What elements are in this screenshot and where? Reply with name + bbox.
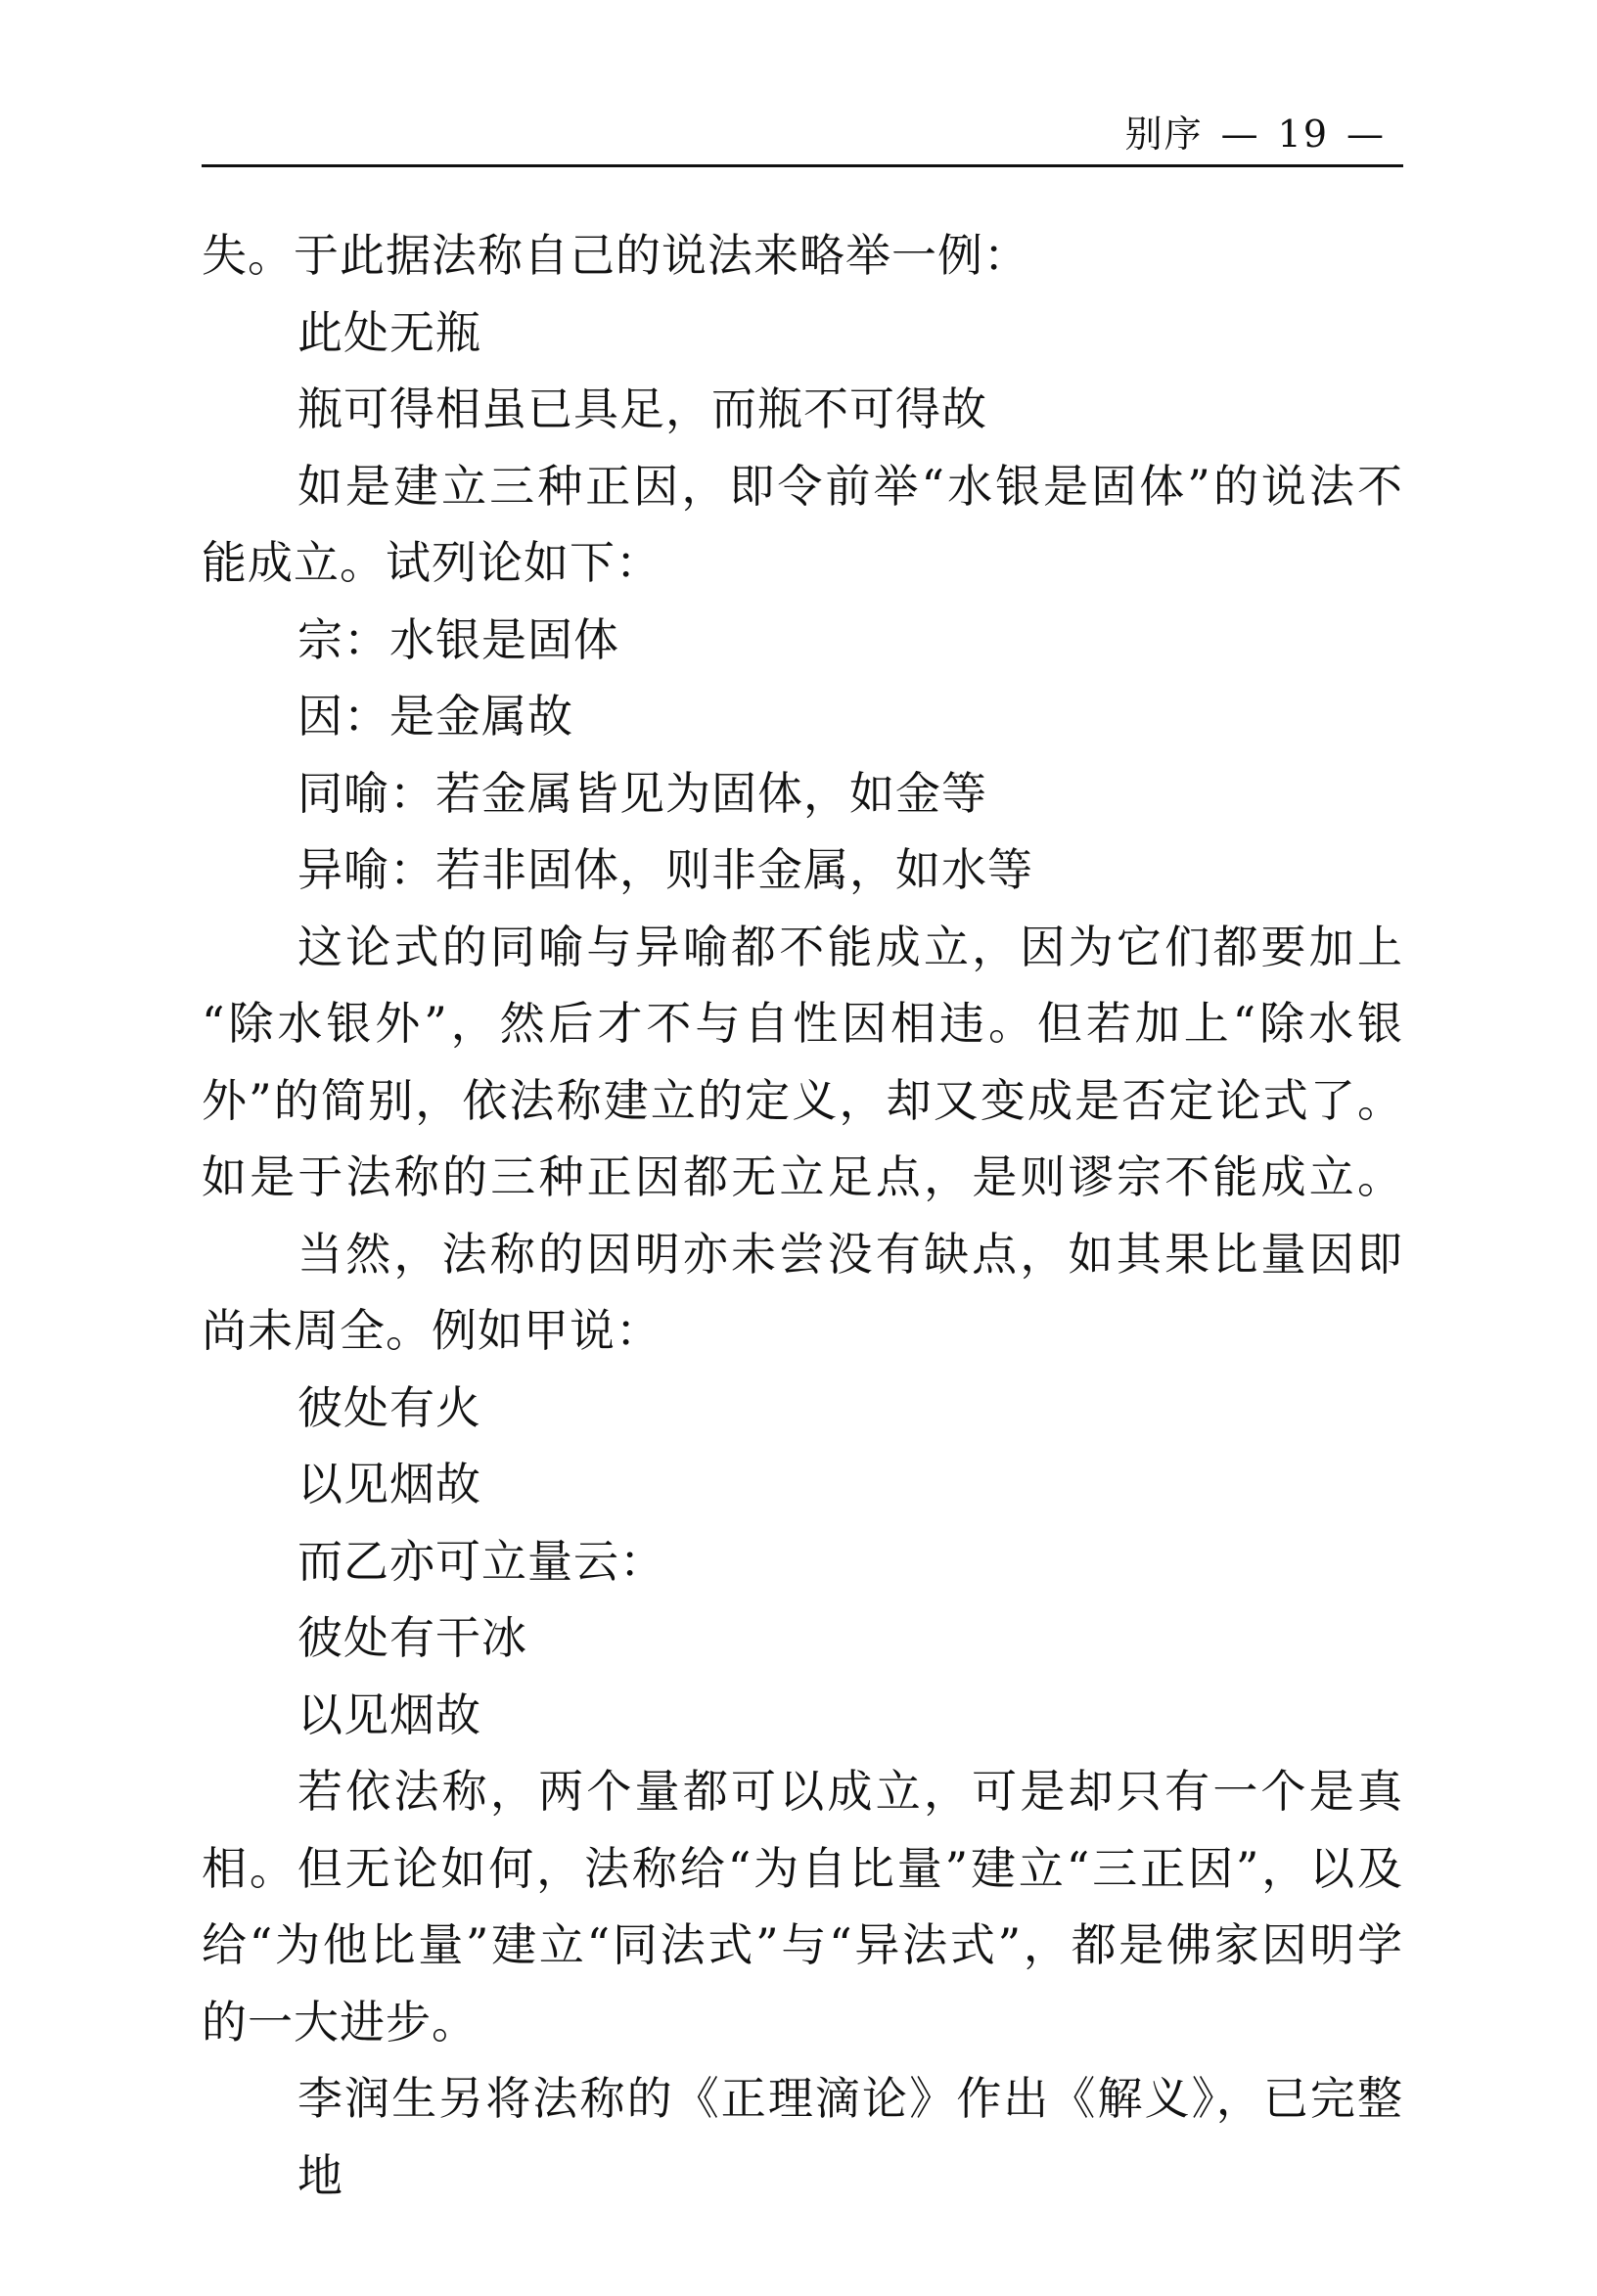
header-rule (202, 164, 1403, 167)
text-line: 能成立。试列论如下： (202, 536, 662, 589)
text-line: 如是建立三种正因，即令前举“水银是固体”的说法不 (297, 459, 1403, 513)
text-line: 以见烟故 (297, 1688, 481, 1741)
text-line: 给“为他比量”建立“同法式”与“异法式”，都是佛家因明学 (202, 1918, 1403, 1971)
text-line: 李润生另将法称的《正理滴论》作出《解义》，已完整地 (297, 2072, 1403, 2202)
text-line: 失。于此据法称自己的说法来略举一例： (202, 229, 1029, 282)
text-line: 相。但无论如何，法称给“为自比量”建立“三正因”，以及 (202, 1841, 1403, 1895)
running-header (1124, 113, 1403, 156)
body-text (202, 217, 1403, 2202)
text-line: 此处无瓶 (297, 305, 481, 359)
text-line: 而乙亦可立量云： (297, 1534, 665, 1588)
text-line: 若依法称，两个量都可以成立，可是却只有一个是真 (297, 1765, 1403, 1818)
text-line: 的一大进步。 (202, 1995, 478, 2048)
text-line: 异喻：若非固体，则非金属，如水等 (297, 843, 1033, 896)
text-line: 这论式的同喻与异喻都不能成立，因为它们都要加上 (297, 920, 1403, 973)
page-number: 19 (1277, 113, 1329, 156)
text-line: 当然，法称的因明亦未尝没有缺点，如其果比量因即 (297, 1227, 1403, 1281)
header-dash-left: — (1220, 113, 1260, 156)
text-line: 以见烟故 (297, 1458, 481, 1510)
text-line: 同喻：若金属皆见为固体，如金等 (297, 766, 987, 820)
text-line: 彼处有火 (297, 1380, 481, 1434)
text-line: 如是于法称的三种正因都无立足点，是则谬宗不能成立。 (202, 1150, 1403, 1203)
section-title: 别序 (1124, 113, 1204, 156)
header-dash-right: — (1346, 113, 1386, 156)
text-line: 外”的简别，依法称建立的定义，却又变成是否定论式了。 (202, 1073, 1403, 1127)
text-line: 宗：水银是固体 (297, 612, 619, 666)
text-line: 瓶可得相虽已具足，而瓶不可得故 (297, 383, 987, 435)
text-line: 尚未周全。例如甲说： (202, 1304, 662, 1357)
text-line: 彼处有干冰 (297, 1611, 527, 1664)
text-line: 因：是金属故 (297, 690, 573, 743)
text-line: “除水银外”，然后才不与自性因相违。但若加上“除水银 (202, 997, 1403, 1050)
